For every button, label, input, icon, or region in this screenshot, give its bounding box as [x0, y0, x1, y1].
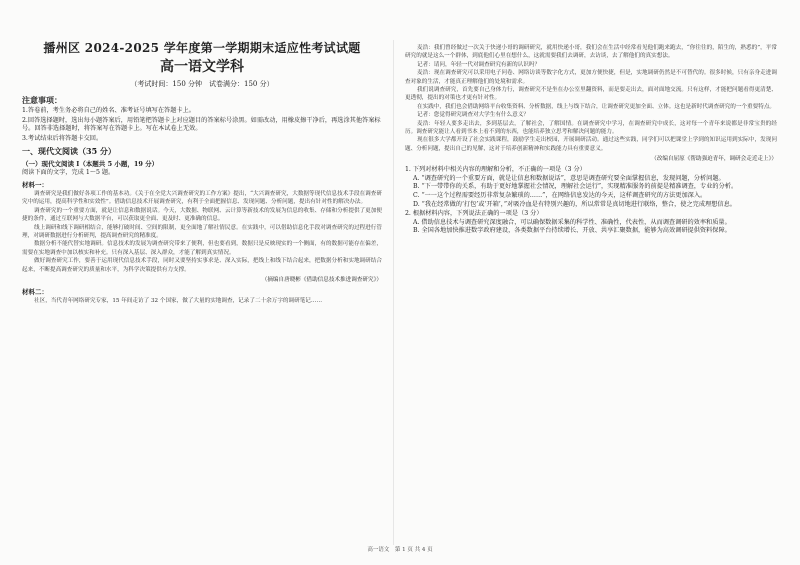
notice-item: 2.回答选择题时，选出每小题答案后，用铅笔把答题卡上对应题目的答案标号涂黑。如需改动，用橡皮擦干净后，再选涂其他答案标号。回答非选择题时，将答案写在答题卡上。写在本试卷上无效。: [22, 116, 381, 133]
material-source: （摘编自唐晓彬《借助信息技术推进调查研究》）: [261, 277, 382, 284]
material-paragraph: 数据分析不能代替实地调研。信息技术的发展为调查研究带来了便利，但也要看到，数据只是反映现实的一个侧面，有的数据可能存在偏差，需要在实地调查中加以核实和补充。只有深入基层、深入群众，才能了解到真实情况。: [22, 241, 382, 256]
material-paragraph: 线上调研和线下调研相结合，能够打破时间、空间的限制，更全面地了解社情民意。在实践中，可以借助信息化手段对调查研究的过程进行管理，对调研数据进行分析研判，提高调查研究的精准度。: [22, 224, 382, 239]
page-footer: 高一语文 第 1 页 共 4 页: [367, 547, 433, 553]
notice-item: 1.答卷前，考生务必将自己的姓名、准考证号填写在答题卡上。: [22, 107, 195, 114]
question-option: B. 全国各地加快推进数字政府建设，各类数据平台持续增长、开放、共享汇聚数据，能够为高效调研提供资料保障。: [413, 227, 731, 235]
question-option: D. “我在经常做的‘打包’或‘开箱’，”对吸冷血是有特别兴趣的，所以常常是真切地进行联络，整合，使之完成理想信息。: [413, 200, 736, 208]
material-paragraph: 调查研究的一个重要方面，就是让信息和数据说话。今天，大数据、物联网、云计算等新技术的发展为信息的收集、存储和分析提供了更加便捷的条件，通过互联网与大数据平台，可以获取更全面、更及时、更准确的信息。: [22, 207, 382, 223]
material-label: 材料二：: [22, 288, 48, 297]
question-stem: 1. 下列对材料中相关内容的理解和分析，不正确的一项是（3 分）: [405, 166, 586, 174]
question-option: C. “一一这个过程需要经历非常复杂繁琐的……”，在网络信息发达的今天，这样调查研究的方法更加深入。: [413, 192, 707, 200]
right-column: [405, 44, 777, 236]
subsection-heading: （一）现代文阅读 I（本题共 5 小题，19 分）: [22, 160, 159, 169]
material-source: （改编自屈原《帮助强迫青年，调研会走近走上》）: [651, 156, 777, 163]
question-stem: 2. 根据材料内容，下列说法正确的一项是（3 分）: [405, 210, 543, 218]
material-label: 材料一：: [22, 180, 48, 189]
interview-paragraph: 在实践中，我们也会借助网络平台收集资料、分析数据，线上与线下结合，让调查研究更加全面、立体。这也是新时代调查研究的一个重要特点。: [417, 103, 776, 110]
notice-item: 3.考试结束后将答题卡交回。: [22, 134, 103, 142]
question-option: A. “调查研究的一个重要方面，就是让信息和数据说话”，意思是调查研究要全面掌握信息，发现问题，分析问题。: [413, 174, 725, 182]
interview-paragraph: 我们说调查研究，首先要自己身体力行，调查研究不是坐在办公室里翻资料，而是要走出去，面对面地交流。只有这样，才能把问题看得更清楚、更透彻，提出的对策也才更有针对性。: [405, 87, 777, 102]
left-column: [22, 40, 382, 305]
material-paragraph: 调查研究是我们做好各项工作的基本功。《关于在全党大兴调查研究的工作方案》提出，“大兴调查研究，大数据等现代信息技术手段在调查研究中的运用，提高科学性和实效性”。借助信息技术开展调查研究，有利于全面把握信息、发现问题、分析问题，提出有针对性的解决办法。: [22, 190, 382, 206]
material-paragraph: 社区，当代青年网络研究专家，15 年间走访了 32 个国家，做了大量的实地调查，记录了二十余万字的调研笔记……: [34, 298, 323, 305]
interview-paragraph: 记者：请问，年轻一代对调查研究有新的认识吗？: [417, 61, 541, 68]
column-divider: [393, 40, 394, 545]
interview-paragraph: 现在很多大学都开设了社会实践课程，鼓励学生走出校园，开展调研活动。通过这些实践，同学们可以把课堂上学到的知识运用到实际中，发现问题、分析问题，提出自己的见解，这对于培养创新精神和实践能力具有重要意义。: [405, 137, 777, 152]
notice-heading: 注意事项：: [22, 95, 62, 105]
interview-paragraph: 麦浩：我们曾经做过一次关于快递小哥的调研研究，就用快递小哥，我们会在生活中经常看见他们跑来跑去，“你往往的，陌生的，熟悉的”，平常研究的就是这么一个群体，到底他们心里在想什么，这就需要我们去调研，去访谈，去了解他们的真实想法。: [405, 45, 777, 60]
exam-subject: 高一语文学科: [160, 59, 244, 75]
material-paragraph: 做好调查研究工作，要善于运用现代信息技术手段，同时又要坚持实事求是、深入实际，把线上和线下结合起来，把数据分析和实地调研结合起来，不断提高调查研究的质量和水平，为科学决策提供有力支撑。: [22, 258, 382, 273]
section-heading: 一、现代文阅读（35 分）: [22, 146, 116, 157]
interview-paragraph: 麦浩：现在调查研究可以采用电子问卷、网络访谈等数字化方式，更加方便快捷，但是，实地调研仍然是不可替代的。很多时候，只有亲身走进调查对象的生活，才能真正理解他们的处境和需求。: [405, 70, 777, 85]
interview-paragraph: 记者：您觉得研究调查对大学生有什么意义？: [417, 112, 529, 119]
question-option: A. 借助信息技术与调查研究深度融合，可以确保数据采集的科学性、准确性，代表性，从而调查调研的效率和质量。: [413, 218, 731, 226]
exam-title: 播州区 2024-2025 学年度第一学期期末适应性考试试题: [43, 41, 361, 55]
interview-paragraph: 麦浩：年轻人要多走出去，多到基层去，了解社会，了解国情。在调查研究中学习，在调查研究中成长，这对每一个青年来说都是非常宝贵的经历。调查研究能让人看到书本上看不到的东西，也能培养独立思考和解决问题的能力。: [405, 120, 777, 136]
exam-meta: （考试时间：150 分钟 试卷满分：150 分）: [130, 80, 274, 88]
question-option: B. “下一带带你的关系，有助于更好地掌握社会情况，理解社会运行”，实现精准服务的前提是精准调查，专业的分析。: [413, 183, 738, 191]
instruction: 阅读下面的文字，完成 1～5 题。: [22, 169, 115, 177]
